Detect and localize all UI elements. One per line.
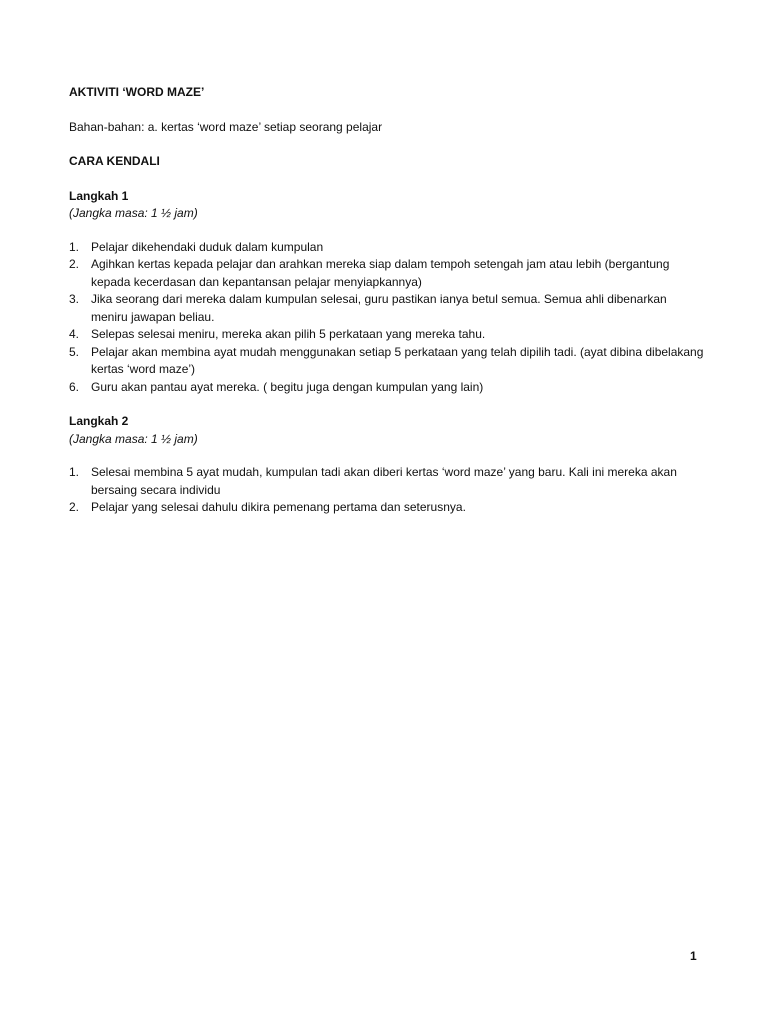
list-item (69, 326, 705, 344)
list-item (69, 291, 705, 326)
list-item (69, 499, 705, 517)
list-number: 4. (69, 327, 80, 341)
list-number: 2. (69, 500, 80, 514)
list-text: Pelajar yang selesai dahulu dikira pemenang pertama dan seterusnya. (91, 500, 466, 514)
list-text: Pelajar dikehendaki duduk dalam kumpulan (91, 239, 324, 254)
list-text: Jika seorang dari mereka dalam kumpulan selesai, guru pastikan ianya betul semua. Semua ahli dibenarkan meniru jawapan beliau. (91, 292, 667, 324)
list-number: 1. (69, 239, 80, 254)
activity-title: AKTIVITI ‘WORD MAZE’ (69, 85, 205, 99)
list-item (69, 256, 705, 291)
step2-list (69, 464, 705, 517)
step1-heading: Langkah 1 (69, 188, 129, 203)
list-text: Selesai membina 5 ayat mudah, kumpulan tadi akan diberi kertas ‘word maze’ yang baru. Kali ini mereka akan bersaing secara individu (91, 465, 677, 497)
page-number: 1 (690, 949, 697, 963)
list-item (69, 464, 705, 499)
list-item (69, 239, 705, 257)
step1-duration: (Jangka masa: 1 ½ jam) (69, 206, 198, 220)
step2-heading: Langkah 2 (69, 414, 129, 428)
list-text: Pelajar akan membina ayat mudah menggunakan setiap 5 perkataan yang telah dipilih tadi. (ayat dibina dibelakang kertas ‘word maze’) (91, 344, 704, 376)
method-heading: CARA KENDALI (69, 154, 160, 168)
list-text: Agihkan kertas kepada pelajar dan arahkan mereka siap dalam tempoh setengah jam atau lebih (bergantung kepada kecerdasan dan kepantansan pelajar menyiapkannya) (91, 257, 670, 289)
list-item (69, 379, 705, 397)
list-number: 3. (69, 292, 80, 306)
list-number: 5. (69, 344, 80, 359)
step2-duration: (Jangka masa: 1 ½ jam) (69, 431, 198, 446)
list-number: 2. (69, 257, 80, 271)
list-number: 6. (69, 379, 80, 394)
list-number: 1. (69, 465, 80, 479)
step1-list (69, 239, 705, 397)
list-item (69, 344, 705, 379)
document-content (69, 84, 705, 517)
materials-line: Bahan-bahan: a. kertas ‘word maze’ setiap seorang pelajar (69, 119, 383, 134)
list-text: Selepas selesai meniru, mereka akan pilih 5 perkataan yang mereka tahu. (91, 327, 486, 341)
list-text: Guru akan pantau ayat mereka. ( begitu juga dengan kumpulan yang lain) (91, 379, 484, 394)
